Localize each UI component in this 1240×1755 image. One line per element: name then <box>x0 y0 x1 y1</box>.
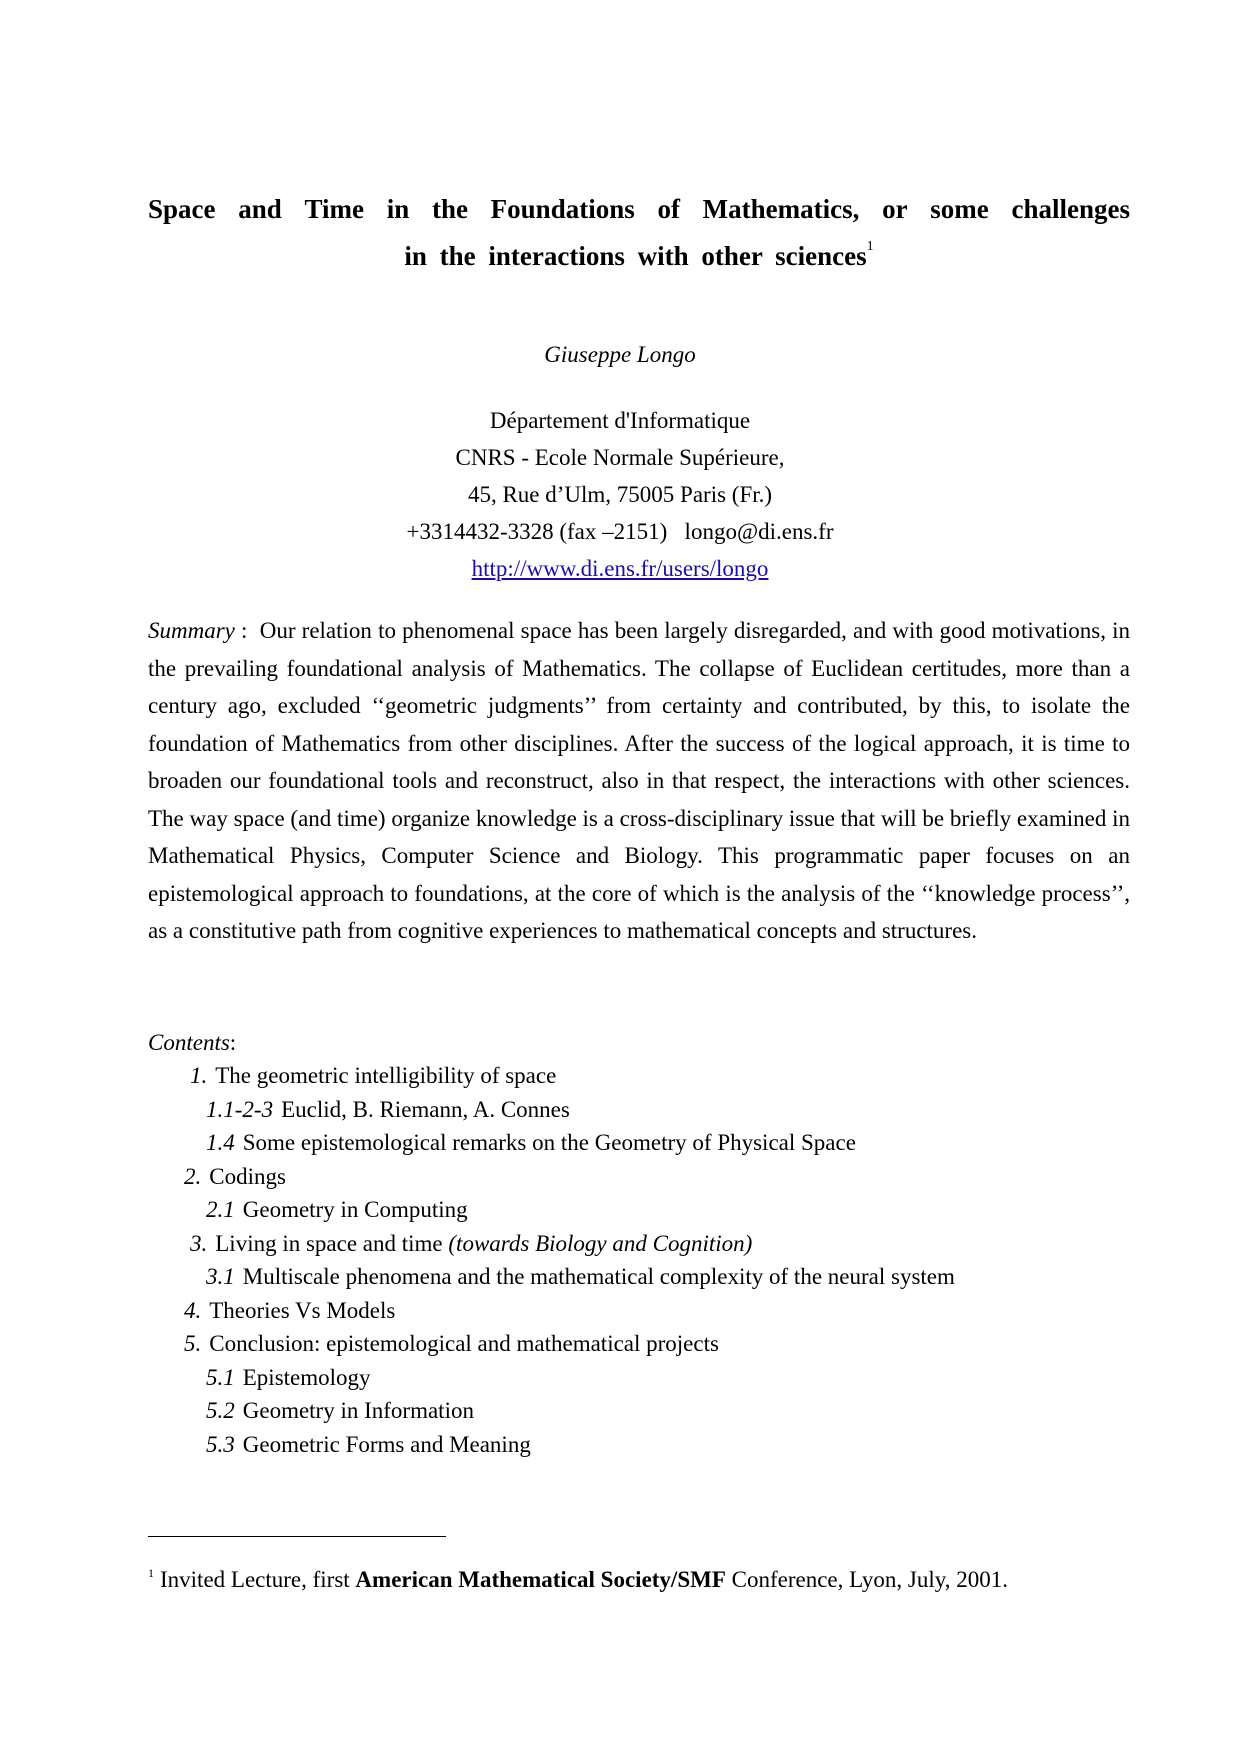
affiliation-contact: +3314432-3328 (fax –2151) longo@di.ens.fr <box>406 519 834 544</box>
contents-label: Contents <box>148 1030 230 1055</box>
title-line-2 <box>148 233 1130 280</box>
title-word: some <box>930 194 989 224</box>
toc-item-number: 5.2 <box>206 1398 235 1423</box>
toc-item <box>206 1262 955 1292</box>
toc-item <box>206 1430 531 1460</box>
footnote-prefix: Invited Lecture, first <box>160 1567 356 1592</box>
toc-item-title: Codings <box>209 1164 286 1189</box>
footnote-mark: 1 <box>148 1566 154 1580</box>
toc-item <box>206 1128 856 1158</box>
footnote <box>148 1565 1008 1595</box>
contents-label-colon: : <box>229 1030 237 1055</box>
title-word: and <box>238 194 282 224</box>
toc-item <box>206 1095 570 1125</box>
toc-item-number: 1. <box>190 1063 208 1088</box>
title-word: Foundations <box>490 194 635 224</box>
toc-item-number: 5. <box>184 1331 202 1356</box>
title-line-1 <box>148 186 1130 233</box>
toc-item-number: 5.3 <box>206 1432 235 1457</box>
title-word: challenges <box>1011 194 1130 224</box>
toc-item <box>206 1363 371 1393</box>
toc-item-title: Multiscale phenomena and the mathematical complexity of the neural system <box>242 1264 955 1289</box>
summary-text: Our relation to phenomenal space has been largely disregarded, and with good motivations, in the prevailing foundational analysis of Mathematics. The collapse of Euclidean certitudes, more than a century ago, excluded ‘‘geometric judgments’’ from certainty and contributed, by this, to isolate the foundation of Mathematics from other disciplines. After the success of the logical approach, it is time to broaden our foundational tools and reconstruct, also in that respect, the interactions with other sciences. The way space (and time) organize knowledge is a cross-disciplinary issue that will be briefly examined in Mathematical Physics, Computer Science and Biology. This programmatic paper focuses on an epistemological approach to foundations, at the core of which is the analysis of the ‘‘knowledge process’’, as a constitutive path from cognitive experiences to mathematical concepts and structures. <box>148 618 1131 943</box>
toc-item-number: 2. <box>184 1164 202 1189</box>
toc-item <box>190 1229 752 1259</box>
toc-item-number: 1.1-2-3 <box>206 1097 274 1122</box>
toc-item-title: Euclid, B. Riemann, A. Connes <box>281 1097 570 1122</box>
summary-label: Summary <box>148 618 235 643</box>
toc-item-title: Geometry in Computing <box>242 1197 468 1222</box>
toc-item-title: Conclusion: epistemological and mathematical projects <box>209 1331 719 1356</box>
affiliation-institution: CNRS - Ecole Normale Supérieure, <box>455 445 785 470</box>
footnote-suffix: Conference, Lyon, July, 2001. <box>725 1567 1008 1592</box>
toc-item-title: Geometric Forms and Meaning <box>242 1432 531 1457</box>
toc-item-title: The geometric intelligibility of space <box>215 1063 557 1088</box>
title-word: Time <box>304 194 364 224</box>
toc-item <box>184 1329 719 1359</box>
title-word: of <box>657 194 680 224</box>
toc-item <box>190 1061 556 1091</box>
title-word: or <box>882 194 908 224</box>
contents-heading <box>148 1024 236 1061</box>
toc-item-title: Geometry in Information <box>242 1398 474 1423</box>
toc-item-number: 1.4 <box>206 1130 235 1155</box>
toc-item <box>184 1296 395 1326</box>
toc-item <box>206 1195 468 1225</box>
toc-item-title: Living in space and time <box>215 1231 449 1256</box>
summary-paragraph <box>148 612 1130 950</box>
footnote-divider <box>148 1536 446 1537</box>
author-name: Giuseppe Longo <box>544 342 696 367</box>
toc-item-number: 2.1 <box>206 1197 235 1222</box>
toc-item-title: Theories Vs Models <box>209 1298 396 1323</box>
toc-item-number: 3. <box>190 1231 208 1256</box>
toc-item-number: 5.1 <box>206 1365 235 1390</box>
title-word: the <box>431 194 468 224</box>
homepage-link[interactable]: http://www.di.ens.fr/users/longo <box>471 556 769 581</box>
affiliation-address: 45, Rue d’Ulm, 75005 Paris (Fr.) <box>467 482 773 507</box>
toc-item-title: Epistemology <box>242 1365 371 1390</box>
toc-item <box>184 1162 286 1192</box>
summary-separator: : <box>234 618 260 643</box>
title-word: Mathematics, <box>702 194 860 224</box>
title-line-2-text: in the interactions with other sciences <box>404 241 867 271</box>
toc-item-title: Some epistemological remarks on the Geometry of Physical Space <box>242 1130 856 1155</box>
footnote-bold-text: American Mathematical Society/SMF <box>355 1567 726 1592</box>
toc-item-number: 4. <box>184 1298 202 1323</box>
toc-item-subtitle: (towards Biology and Cognition) <box>448 1231 753 1256</box>
author-affiliation <box>0 402 1240 587</box>
title-footnote-mark: 1 <box>866 239 874 254</box>
affiliation-department: Département d'Informatique <box>489 408 751 433</box>
title-word: in <box>386 194 410 224</box>
toc-item-number: 3.1 <box>206 1264 235 1289</box>
toc-item <box>206 1396 474 1426</box>
title-word: Space <box>148 194 216 224</box>
paper-title <box>148 186 1130 280</box>
